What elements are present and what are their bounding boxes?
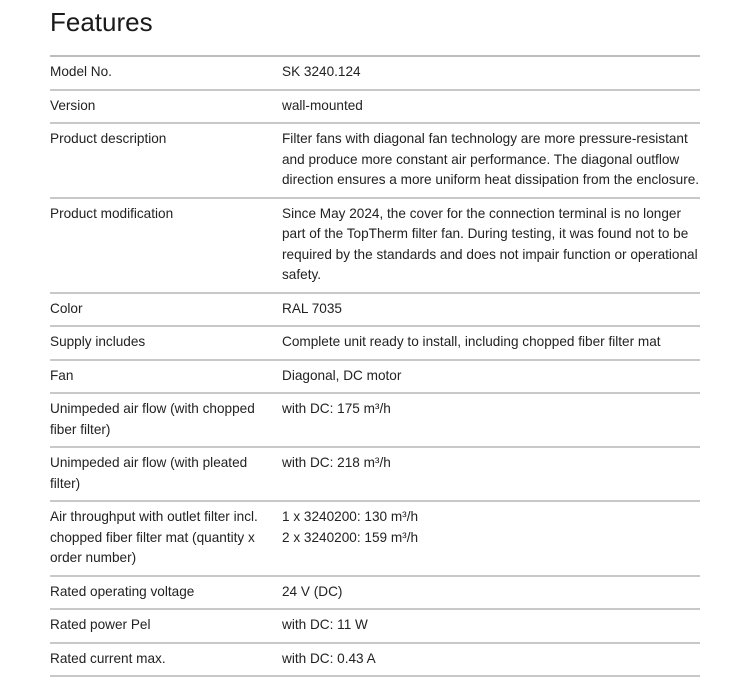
table-row (50, 447, 700, 501)
table-row (50, 609, 700, 643)
table-row (50, 90, 700, 124)
table-row (50, 501, 700, 576)
section-title: Features (50, 7, 153, 37)
feature-label: Unimpeded air flow (with pleated filter) (50, 447, 282, 501)
feature-label: Rated operating voltage (50, 576, 282, 610)
table-row (50, 643, 700, 677)
feature-value: wall-mounted (282, 90, 700, 124)
feature-value: 24 V (DC) (282, 576, 700, 610)
feature-label: Supply includes (50, 326, 282, 360)
feature-label: Product description (50, 123, 282, 198)
table-row (50, 360, 700, 394)
feature-value: 1 x 3240200: 130 m³/h 2 x 3240200: 159 m³/h (282, 501, 700, 576)
feature-label: Model No. (50, 56, 282, 90)
table-row (50, 198, 700, 293)
features-section (50, 0, 700, 677)
feature-value: Filter fans with diagonal fan technology are more pressure-resistant and produce more constant air performance. The diagonal outflow direction ensures a more uniform heat dissipation from the enclosure. (282, 123, 700, 198)
feature-label: Rated current max. (50, 643, 282, 677)
feature-label: Unimpeded air flow (with chopped fiber filter) (50, 393, 282, 447)
feature-value: Complete unit ready to install, including chopped fiber filter mat (282, 326, 700, 360)
table-row (50, 576, 700, 610)
table-row (50, 56, 700, 90)
feature-label: Color (50, 293, 282, 327)
feature-value: with DC: 175 m³/h (282, 393, 700, 447)
table-row (50, 393, 700, 447)
feature-label: Product modification (50, 198, 282, 293)
features-table (50, 55, 700, 677)
feature-value: SK 3240.124 (282, 56, 700, 90)
feature-value: Since May 2024, the cover for the connection terminal is no longer part of the TopTherm filter fan. During testing, it was found not to be required by the standards and does not impair function or operational safety. (282, 198, 700, 293)
feature-label: Version (50, 90, 282, 124)
table-row (50, 293, 700, 327)
feature-label: Fan (50, 360, 282, 394)
table-row (50, 123, 700, 198)
feature-value: RAL 7035 (282, 293, 700, 327)
table-row (50, 326, 700, 360)
feature-value: with DC: 0.43 A (282, 643, 700, 677)
feature-label: Rated power Pel (50, 609, 282, 643)
feature-value: Diagonal, DC motor (282, 360, 700, 394)
feature-label: Air throughput with outlet filter incl. chopped fiber filter mat (quantity x order number) (50, 501, 282, 576)
feature-value: with DC: 218 m³/h (282, 447, 700, 501)
feature-value: with DC: 11 W (282, 609, 700, 643)
